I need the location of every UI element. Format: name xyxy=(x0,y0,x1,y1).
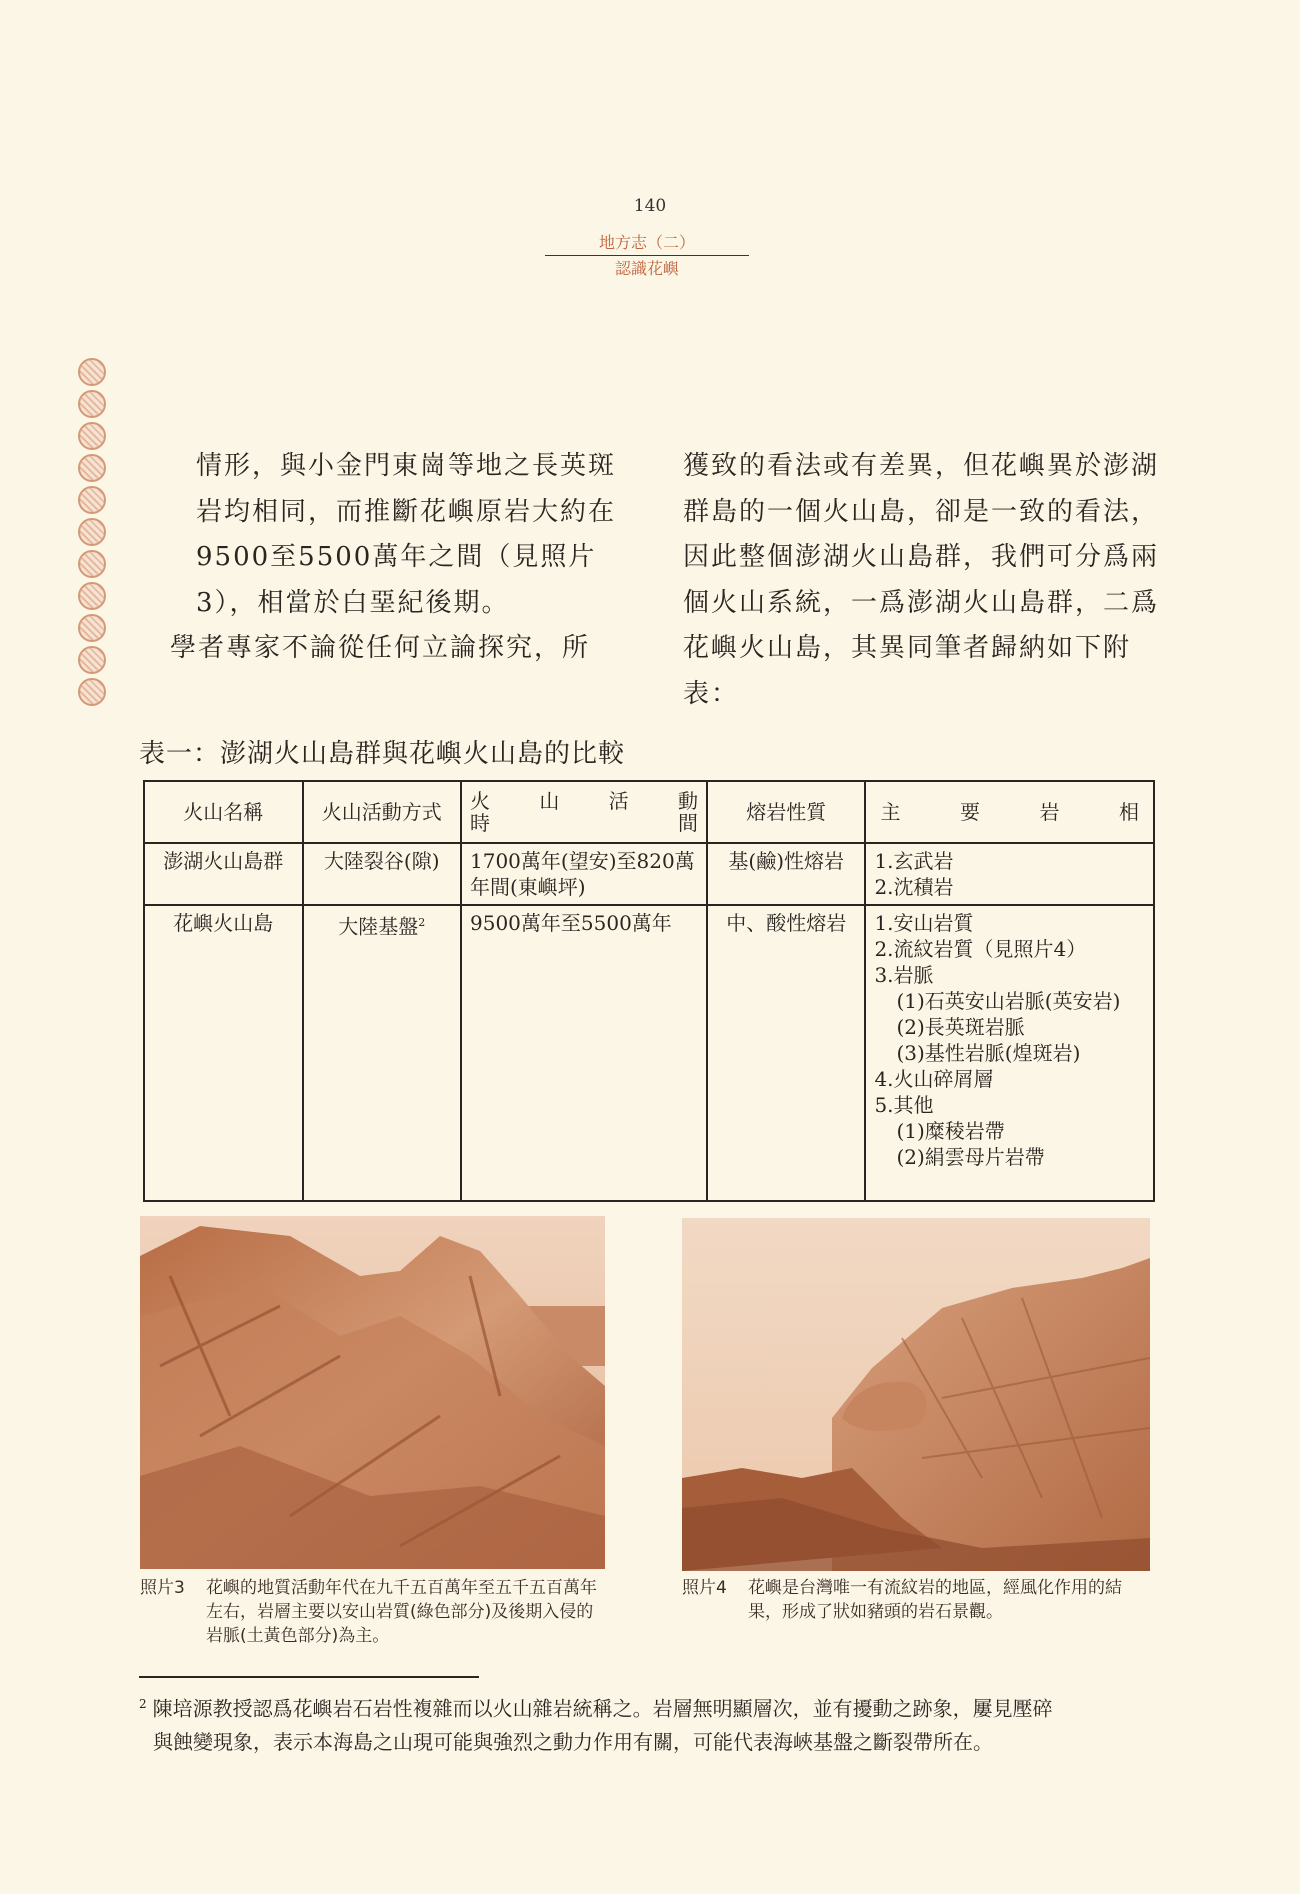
cell-rocks xyxy=(865,843,1154,905)
ornament-icon xyxy=(78,678,106,706)
footnote-line1 xyxy=(139,1688,1159,1726)
ornament-icon xyxy=(78,550,106,578)
rock-subitem: (3)基性岩脈(煌斑岩) xyxy=(896,1041,1081,1065)
footnote xyxy=(139,1688,1159,1759)
photo-4-label: 照片4 xyxy=(682,1578,727,1598)
cell-lava: 中、酸性熔岩 xyxy=(707,905,866,1201)
cell-mode xyxy=(303,905,462,1201)
header-time-line2: 時間 xyxy=(470,811,698,835)
header-activity-mode: 火山活動方式 xyxy=(303,781,462,843)
table-header-row xyxy=(144,781,1154,843)
rock-subitem: (1)石英安山岩脈(英安岩) xyxy=(896,989,1121,1013)
rock-subitem: (2)絹雲母片岩帶 xyxy=(896,1145,1045,1169)
comparison-table xyxy=(143,780,1155,1202)
cell-name: 澎湖火山島群 xyxy=(144,843,303,905)
footnote-line2: 與蝕變現象，表示本海島之山現可能與強烈之動力作用有關，可能代表海峽基盤之斷裂帶所在。 xyxy=(153,1729,993,1754)
footnote-text-1: 陳培源教授認爲花嶼岩石岩性複雜而以火山雜岩統稱之。岩層無明顯層次，並有擾動之跡象，屢見壓碎 xyxy=(152,1696,1053,1721)
rock-item: 2.沈積岩 xyxy=(874,875,954,899)
running-head xyxy=(545,232,749,280)
side-ornament-strip xyxy=(76,358,110,710)
body-paragraph: 學者專家不論從任何立論探究，所 xyxy=(170,633,591,663)
ornament-icon xyxy=(78,518,106,546)
ornament-icon xyxy=(78,486,106,514)
rock-item: 1.玄武岩 xyxy=(874,849,954,873)
rock-item: 2.流紋岩質（見照片4） xyxy=(874,937,1087,961)
header-lava-type: 熔岩性質 xyxy=(707,781,866,843)
footnote-ref: 2 xyxy=(418,916,426,929)
cell-time: 9500萬年至5500萬年 xyxy=(461,905,707,1201)
photo-4-text: 花嶼是台灣唯一有流紋岩的地區，經風化作用的結果，形成了狀如豬頭的岩石景觀。 xyxy=(748,1578,1122,1622)
cell-name: 花嶼火山島 xyxy=(144,905,303,1201)
header-activity-time xyxy=(461,781,707,843)
header-main-rock: 主要岩相 xyxy=(865,781,1154,843)
ornament-icon xyxy=(78,358,106,386)
footnote-rule xyxy=(139,1676,479,1678)
cell-time: 1700萬年(望安)至820萬年間(東嶼坪) xyxy=(461,843,707,905)
ornament-icon xyxy=(78,646,106,674)
left-text-column xyxy=(170,444,617,672)
photo-4-caption xyxy=(682,1576,1150,1624)
header-rule xyxy=(545,255,749,256)
photo-4-rhyolite-rock xyxy=(682,1218,1150,1571)
cell-mode-text: 大陸基盤 xyxy=(338,914,419,939)
table-row xyxy=(144,905,1154,1201)
ornament-icon xyxy=(78,422,106,450)
rock-item: 5.其他 xyxy=(874,1093,934,1117)
body-paragraph: 獲致的看法或有差異，但花嶼異於澎湖群島的一個火山島，卻是一致的看法，因此整個澎湖火山島群，我們可分爲兩個火山系統，一爲澎湖火山島群，二爲花嶼火山島，其異同筆者歸納如下附表： xyxy=(683,451,1160,709)
footnote-number: 2 xyxy=(139,1697,147,1711)
right-text-column xyxy=(683,444,1159,717)
ornament-icon xyxy=(78,390,106,418)
series-title: 地方志（二） xyxy=(598,233,695,252)
ornament-icon xyxy=(78,454,106,482)
header-volcano-name: 火山名稱 xyxy=(144,781,303,843)
table-caption: 表一：澎湖火山島群與花嶼火山島的比較 xyxy=(139,739,626,769)
table-row xyxy=(144,843,1154,905)
rock-subitem: (1)糜稜岩帶 xyxy=(896,1119,1005,1143)
cell-lava: 基(鹼)性熔岩 xyxy=(707,843,866,905)
body-paragraph: 情形，與小金門東崗等地之長英斑岩均相同，而推斷花嶼原岩大約在9500至5500萬年之間（見照片3），相當於白堊紀後期。 xyxy=(196,451,617,618)
photo-3-text: 花嶼的地質活動年代在九千五百萬年至五千五百萬年左右，岩層主要以安山岩質(綠色部分)及後期入侵的岩脈(土黃色部分)為主。 xyxy=(206,1578,597,1646)
page-number: 140 xyxy=(633,196,667,216)
rock-item: 3.岩脈 xyxy=(874,963,934,987)
photo-3-label: 照片3 xyxy=(140,1578,185,1598)
photo-3-coastal-rock xyxy=(140,1216,605,1569)
rock-item: 4.火山碎屑層 xyxy=(874,1067,994,1091)
photo-3-caption xyxy=(140,1576,610,1648)
book-title: 認識花嶼 xyxy=(614,259,679,278)
cell-mode: 大陸裂谷(隙) xyxy=(303,843,462,905)
ornament-icon xyxy=(78,614,106,642)
cell-rocks xyxy=(865,905,1154,1201)
rock-item: 1.安山岩質 xyxy=(874,911,974,935)
header-time-line1: 火山活動 xyxy=(470,789,698,813)
ornament-icon xyxy=(78,582,106,610)
rock-subitem: (2)長英斑岩脈 xyxy=(896,1015,1025,1039)
